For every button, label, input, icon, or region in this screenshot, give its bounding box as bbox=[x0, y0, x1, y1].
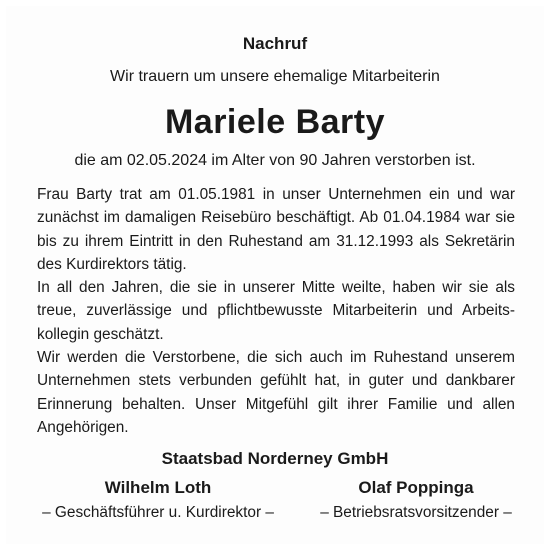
signatory-name: Wilhelm Loth bbox=[104, 478, 212, 497]
signatory-right bbox=[300, 478, 532, 522]
paragraph-career: Frau Barty trat am 01.05.1981 in unser Unternehmen ein und war zunächst im damaligen Reisebüro beschäftigt. Ab 01.04.1984 war sie bis zu ihrem Eintritt in den Ruhestand am 31.12.1993 als Sekretärin des Kurdirektors tätig. bbox=[37, 186, 515, 273]
paragraph-condolence: Wir werden die Verstorbene, die sich auch im Ruhestand unserem Unternehmen stets verbunden gefühlt hat, in guter und dankbarer Erinnerung behalten. Unser Mitgefühl gilt ihrer Familie und allen Angehörigen. bbox=[37, 349, 515, 436]
signatory-title: – Geschäftsführer u. Kurdirektor – bbox=[42, 504, 274, 521]
intro-line: Wir trauern um unsere ehemalige Mitarbeiterin bbox=[110, 68, 440, 85]
company-name: Staatsbad Norderney GmbH bbox=[161, 449, 389, 468]
signatory-left bbox=[18, 478, 298, 522]
death-date-line: die am 02.05.2024 im Alter von 90 Jahren verstorben ist. bbox=[74, 152, 476, 169]
signatory-name: Olaf Poppinga bbox=[358, 478, 474, 497]
notice-heading: Nachruf bbox=[242, 34, 308, 53]
deceased-name: Mariele Barty bbox=[164, 103, 386, 141]
signatory-title: – Betriebsratsvorsitzender – bbox=[320, 504, 512, 521]
paragraph-appreciation: In all den Jahren, die sie in unserer Mitte weilte, haben wir sie als treue, zuverlässige und pflichtbewusste Mitarbeiterin und Arbeitskollegin geschätzt. bbox=[37, 279, 515, 343]
